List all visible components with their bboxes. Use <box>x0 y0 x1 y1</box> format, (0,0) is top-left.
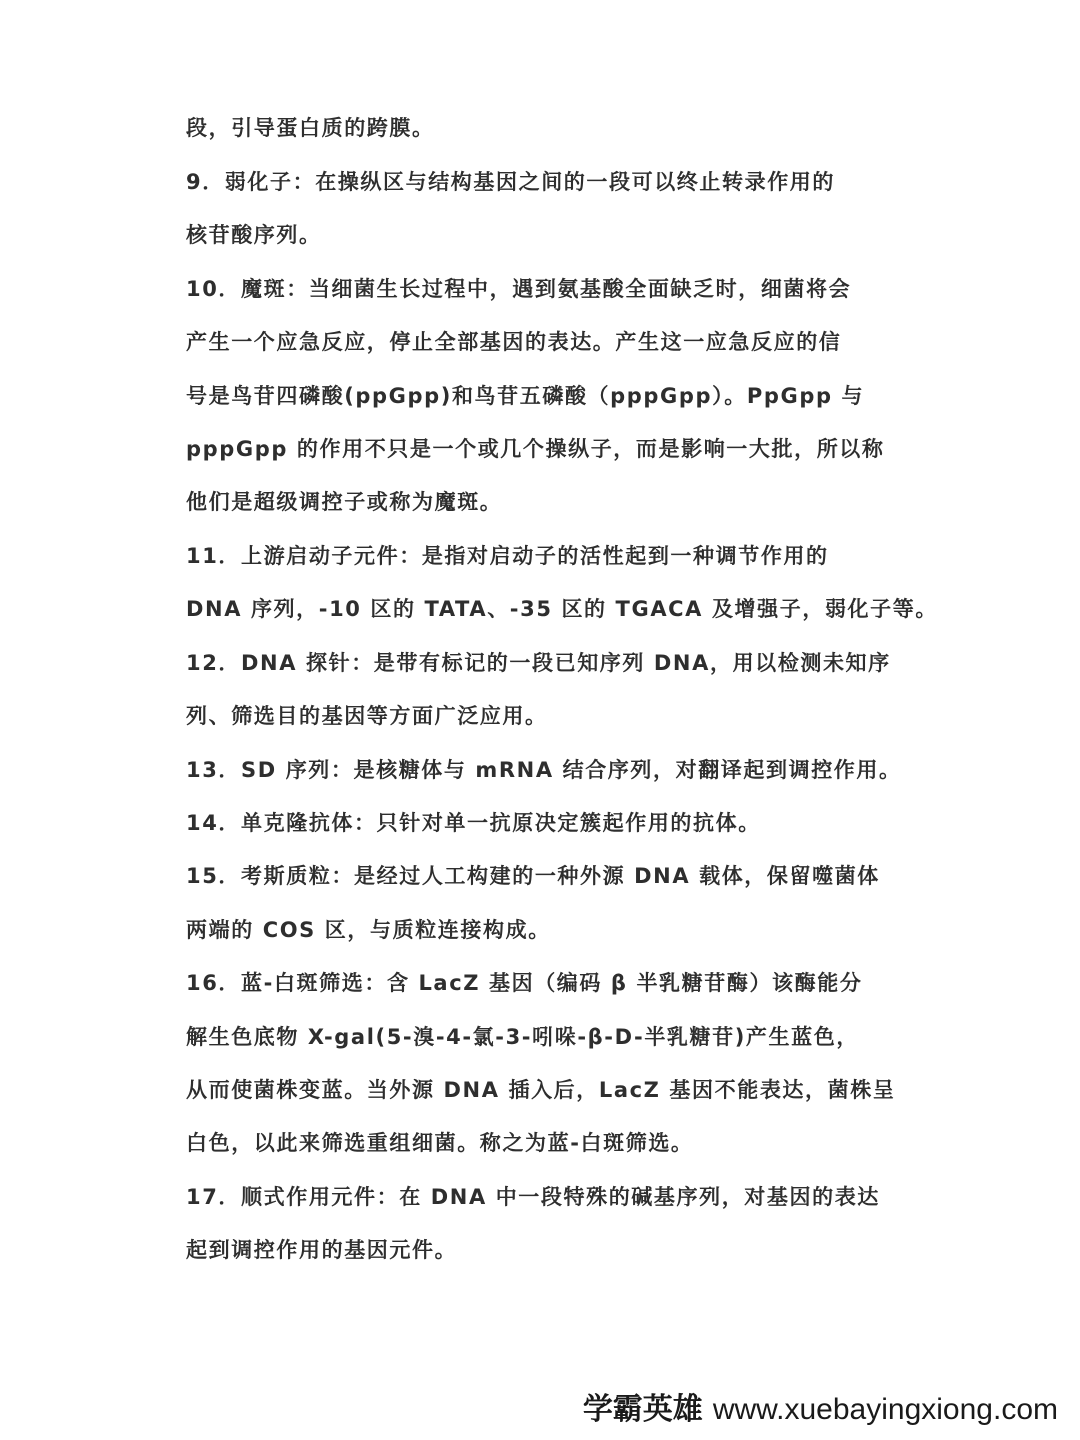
text-line: 10．魔斑：当细菌生长过程中，遇到氨基酸全面缺乏时，细菌将会 <box>186 277 852 301</box>
text-line: 11．上游启动子元件：是指对启动子的活性起到一种调节作用的 <box>186 544 829 568</box>
text-line: 解生色底物 X-gal(5-溴-4-氯-3-吲哚-β-D-半乳糖苷)产生蓝色， <box>186 1025 859 1049</box>
text-line: pppGpp 的作用不只是一个或几个操纵子，而是影响一大批，所以称 <box>186 437 885 461</box>
text-line: 产生一个应急反应，停止全部基因的表达。产生这一应急反应的信 <box>186 330 842 354</box>
site-url: www.xuebayingxiong.com <box>712 1393 1058 1426</box>
text-line: DNA 序列，-10 区的 TATA、-35 区的 TGACA 及增强子，弱化子等。 <box>186 597 938 621</box>
text-line: 16．蓝-白斑筛选：含 LacZ 基因（编码 β 半乳糖苷酶）该酶能分 <box>186 971 863 995</box>
watermark-footer <box>583 1390 1058 1430</box>
text-line: 白色，以此来筛选重组细菌。称之为蓝-白斑筛选。 <box>186 1131 694 1155</box>
text-line: 14．单克隆抗体：只针对单一抗原决定簇起作用的抗体。 <box>186 811 761 835</box>
text-line: 9．弱化子：在操纵区与结构基因之间的一段可以终止转录作用的 <box>186 170 836 194</box>
text-line: 段，引导蛋白质的跨膜。 <box>186 116 435 140</box>
text-line: 他们是超级调控子或称为魔斑。 <box>186 490 503 514</box>
text-line: 12．DNA 探针：是带有标记的一段已知序列 DNA，用以检测未知序 <box>186 651 891 675</box>
text-line: 起到调控作用的基因元件。 <box>186 1238 458 1262</box>
text-line: 列、筛选目的基因等方面广泛应用。 <box>186 704 548 728</box>
brand-name: 学霸英雄 <box>582 1393 703 1426</box>
text-line: 两端的 COS 区，与质粒连接构成。 <box>186 918 551 942</box>
text-line: 号是鸟苷四磷酸(ppGpp)和鸟苷五磷酸（pppGpp）。PpGpp 与 <box>186 384 865 408</box>
text-line: 17．顺式作用元件：在 DNA 中一段特殊的碱基序列，对基因的表达 <box>186 1185 880 1209</box>
text-line: 从而使菌株变蓝。当外源 DNA 插入后，LacZ 基因不能表达，菌株呈 <box>186 1078 896 1102</box>
text-line: 核苷酸序列。 <box>186 223 322 247</box>
text-line: 13．SD 序列：是核糖体与 mRNA 结合序列，对翻译起到调控作用。 <box>186 758 902 782</box>
text-line: 15．考斯质粒：是经过人工构建的一种外源 DNA 载体，保留噬菌体 <box>186 864 880 888</box>
